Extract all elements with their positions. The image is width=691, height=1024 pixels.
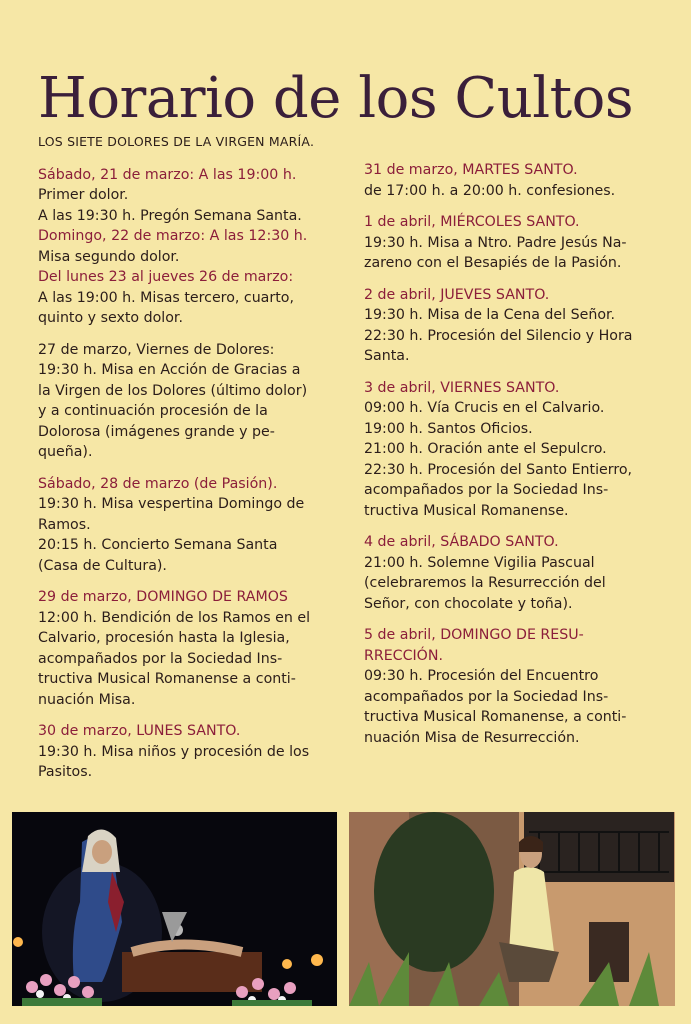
schedule-line: Pasitos. xyxy=(38,764,93,780)
schedule-date-heading: RRECCIÓN. xyxy=(364,647,443,664)
schedule-line: 21:00 h. Solemne Vigilia Pascual xyxy=(364,554,595,571)
schedule-date-heading: 31 de marzo, MARTES SANTO. xyxy=(364,162,578,178)
page-title: Horario de los Cultos xyxy=(38,65,634,131)
schedule-date-heading: Del lunes 23 al jueves 26 de marzo: xyxy=(38,269,294,285)
schedule-block xyxy=(364,285,656,367)
schedule-line: 19:30 h. Misa de la Cena del Señor. xyxy=(364,307,616,323)
photo-resurrection-statue xyxy=(349,812,675,1006)
schedule-line: Calvario, procesión hasta la Iglesia, xyxy=(38,630,290,646)
schedule-block xyxy=(364,160,656,201)
right-blocks xyxy=(364,160,656,748)
schedule-date-heading: Sábado, 21 de marzo: A las 19:00 h. xyxy=(38,166,297,183)
schedule-block xyxy=(38,587,332,710)
section-subtitle: LOS SIETE DOLORES DE LA VIRGEN MARÍA. xyxy=(38,134,315,149)
schedule-line: tructiva Musical Romanense, a conti- xyxy=(364,709,627,725)
schedule-line: 19:00 h. Santos Oficios. xyxy=(364,420,533,437)
schedule-date-heading: 1 de abril, MIÉRCOLES SANTO. xyxy=(364,214,580,230)
photo-dolorosa-procession xyxy=(12,812,337,1006)
schedule-line: 19:30 h. Misa en Acción de Gracias a xyxy=(38,362,301,378)
schedule-line: de 17:00 h. a 20:00 h. confesiones. xyxy=(364,182,616,199)
schedule-line: (Casa de Cultura). xyxy=(38,557,167,574)
schedule-line: acompañados por la Sociedad Ins- xyxy=(38,650,283,667)
schedule-date-heading: 29 de marzo, DOMINGO DE RAMOS xyxy=(38,589,288,605)
schedule-line: 22:30 h. Procesión del Silencio y Hora xyxy=(364,327,633,344)
schedule-date-heading: Sábado, 28 de marzo (de Pasión). xyxy=(38,475,278,492)
schedule-line: 12:00 h. Bendición de los Ramos en el xyxy=(38,609,311,626)
schedule-left-column xyxy=(38,132,332,794)
schedule-block xyxy=(364,378,656,522)
schedule-block xyxy=(38,165,332,329)
left-blocks xyxy=(38,165,332,783)
schedule-line: y a continuación procesión de la xyxy=(38,403,268,419)
schedule-date-heading: 4 de abril, SÁBADO SANTO. xyxy=(364,534,559,550)
schedule-date-heading: 2 de abril, JUEVES SANTO. xyxy=(364,286,550,303)
schedule-line: 19:30 h. Misa vespertina Domingo de xyxy=(38,496,305,512)
schedule-line: Misa segundo dolor. xyxy=(38,248,180,265)
schedule-line: acompañados por la Sociedad Ins- xyxy=(364,482,609,498)
schedule-line: nuación Misa. xyxy=(38,691,136,708)
schedule-block xyxy=(364,625,656,748)
schedule-line: 20:15 h. Concierto Semana Santa xyxy=(38,537,278,553)
schedule-line: 19:30 h. Misa niños y procesión de los xyxy=(38,743,310,760)
schedule-line: Ramos. xyxy=(38,516,91,533)
schedule-date-heading: 30 de marzo, LUNES SANTO. xyxy=(38,723,241,739)
schedule-line: 09:00 h. Vía Crucis en el Calvario. xyxy=(364,400,605,416)
schedule-date-heading: 5 de abril, DOMINGO DE RESU- xyxy=(364,627,584,643)
schedule-line: quinto y sexto dolor. xyxy=(38,310,183,326)
schedule-line: Santa. xyxy=(364,348,410,364)
schedule-line: Dolorosa (imágenes grande y pe- xyxy=(38,423,275,440)
schedule-right-column xyxy=(364,160,656,759)
schedule-line: 19:30 h. Misa a Ntro. Padre Jesús Na- xyxy=(364,234,627,251)
schedule-block xyxy=(38,721,332,783)
schedule-block xyxy=(38,474,332,577)
schedule-date-heading: 3 de abril, VIERNES SANTO. xyxy=(364,379,560,396)
schedule-line: A las 19:30 h. Pregón Semana Santa. xyxy=(38,207,302,224)
schedule-line: zareno con el Besapiés de la Pasión. xyxy=(364,255,622,271)
schedule-line: tructiva Musical Romanense a conti- xyxy=(38,671,296,687)
schedule-block xyxy=(364,212,656,274)
schedule-line: 21:00 h. Oración ante el Sepulcro. xyxy=(364,441,607,457)
schedule-line: queña). xyxy=(38,444,93,460)
schedule-block xyxy=(364,532,656,614)
schedule-line: tructiva Musical Romanense. xyxy=(364,502,569,519)
schedule-line: acompañados por la Sociedad Ins- xyxy=(364,688,609,705)
schedule-line: la Virgen de los Dolores (último dolor) xyxy=(38,382,308,399)
schedule-line: 22:30 h. Procesión del Santo Entierro, xyxy=(364,461,633,478)
schedule-line: 27 de marzo, Viernes de Dolores: xyxy=(38,341,275,358)
schedule-line: Señor, con chocolate y toña). xyxy=(364,595,573,612)
schedule-line: (celebraremos la Resurrección del xyxy=(364,575,606,591)
schedule-block xyxy=(38,340,332,463)
schedule-date-heading: Domingo, 22 de marzo: A las 12:30 h. xyxy=(38,228,308,244)
schedule-line: A las 19:00 h. Misas tercero, cuarto, xyxy=(38,289,294,306)
schedule-line: nuación Misa de Resurrección. xyxy=(364,729,580,746)
schedule-line: 09:30 h. Procesión del Encuentro xyxy=(364,668,599,684)
schedule-line: Primer dolor. xyxy=(38,187,129,203)
